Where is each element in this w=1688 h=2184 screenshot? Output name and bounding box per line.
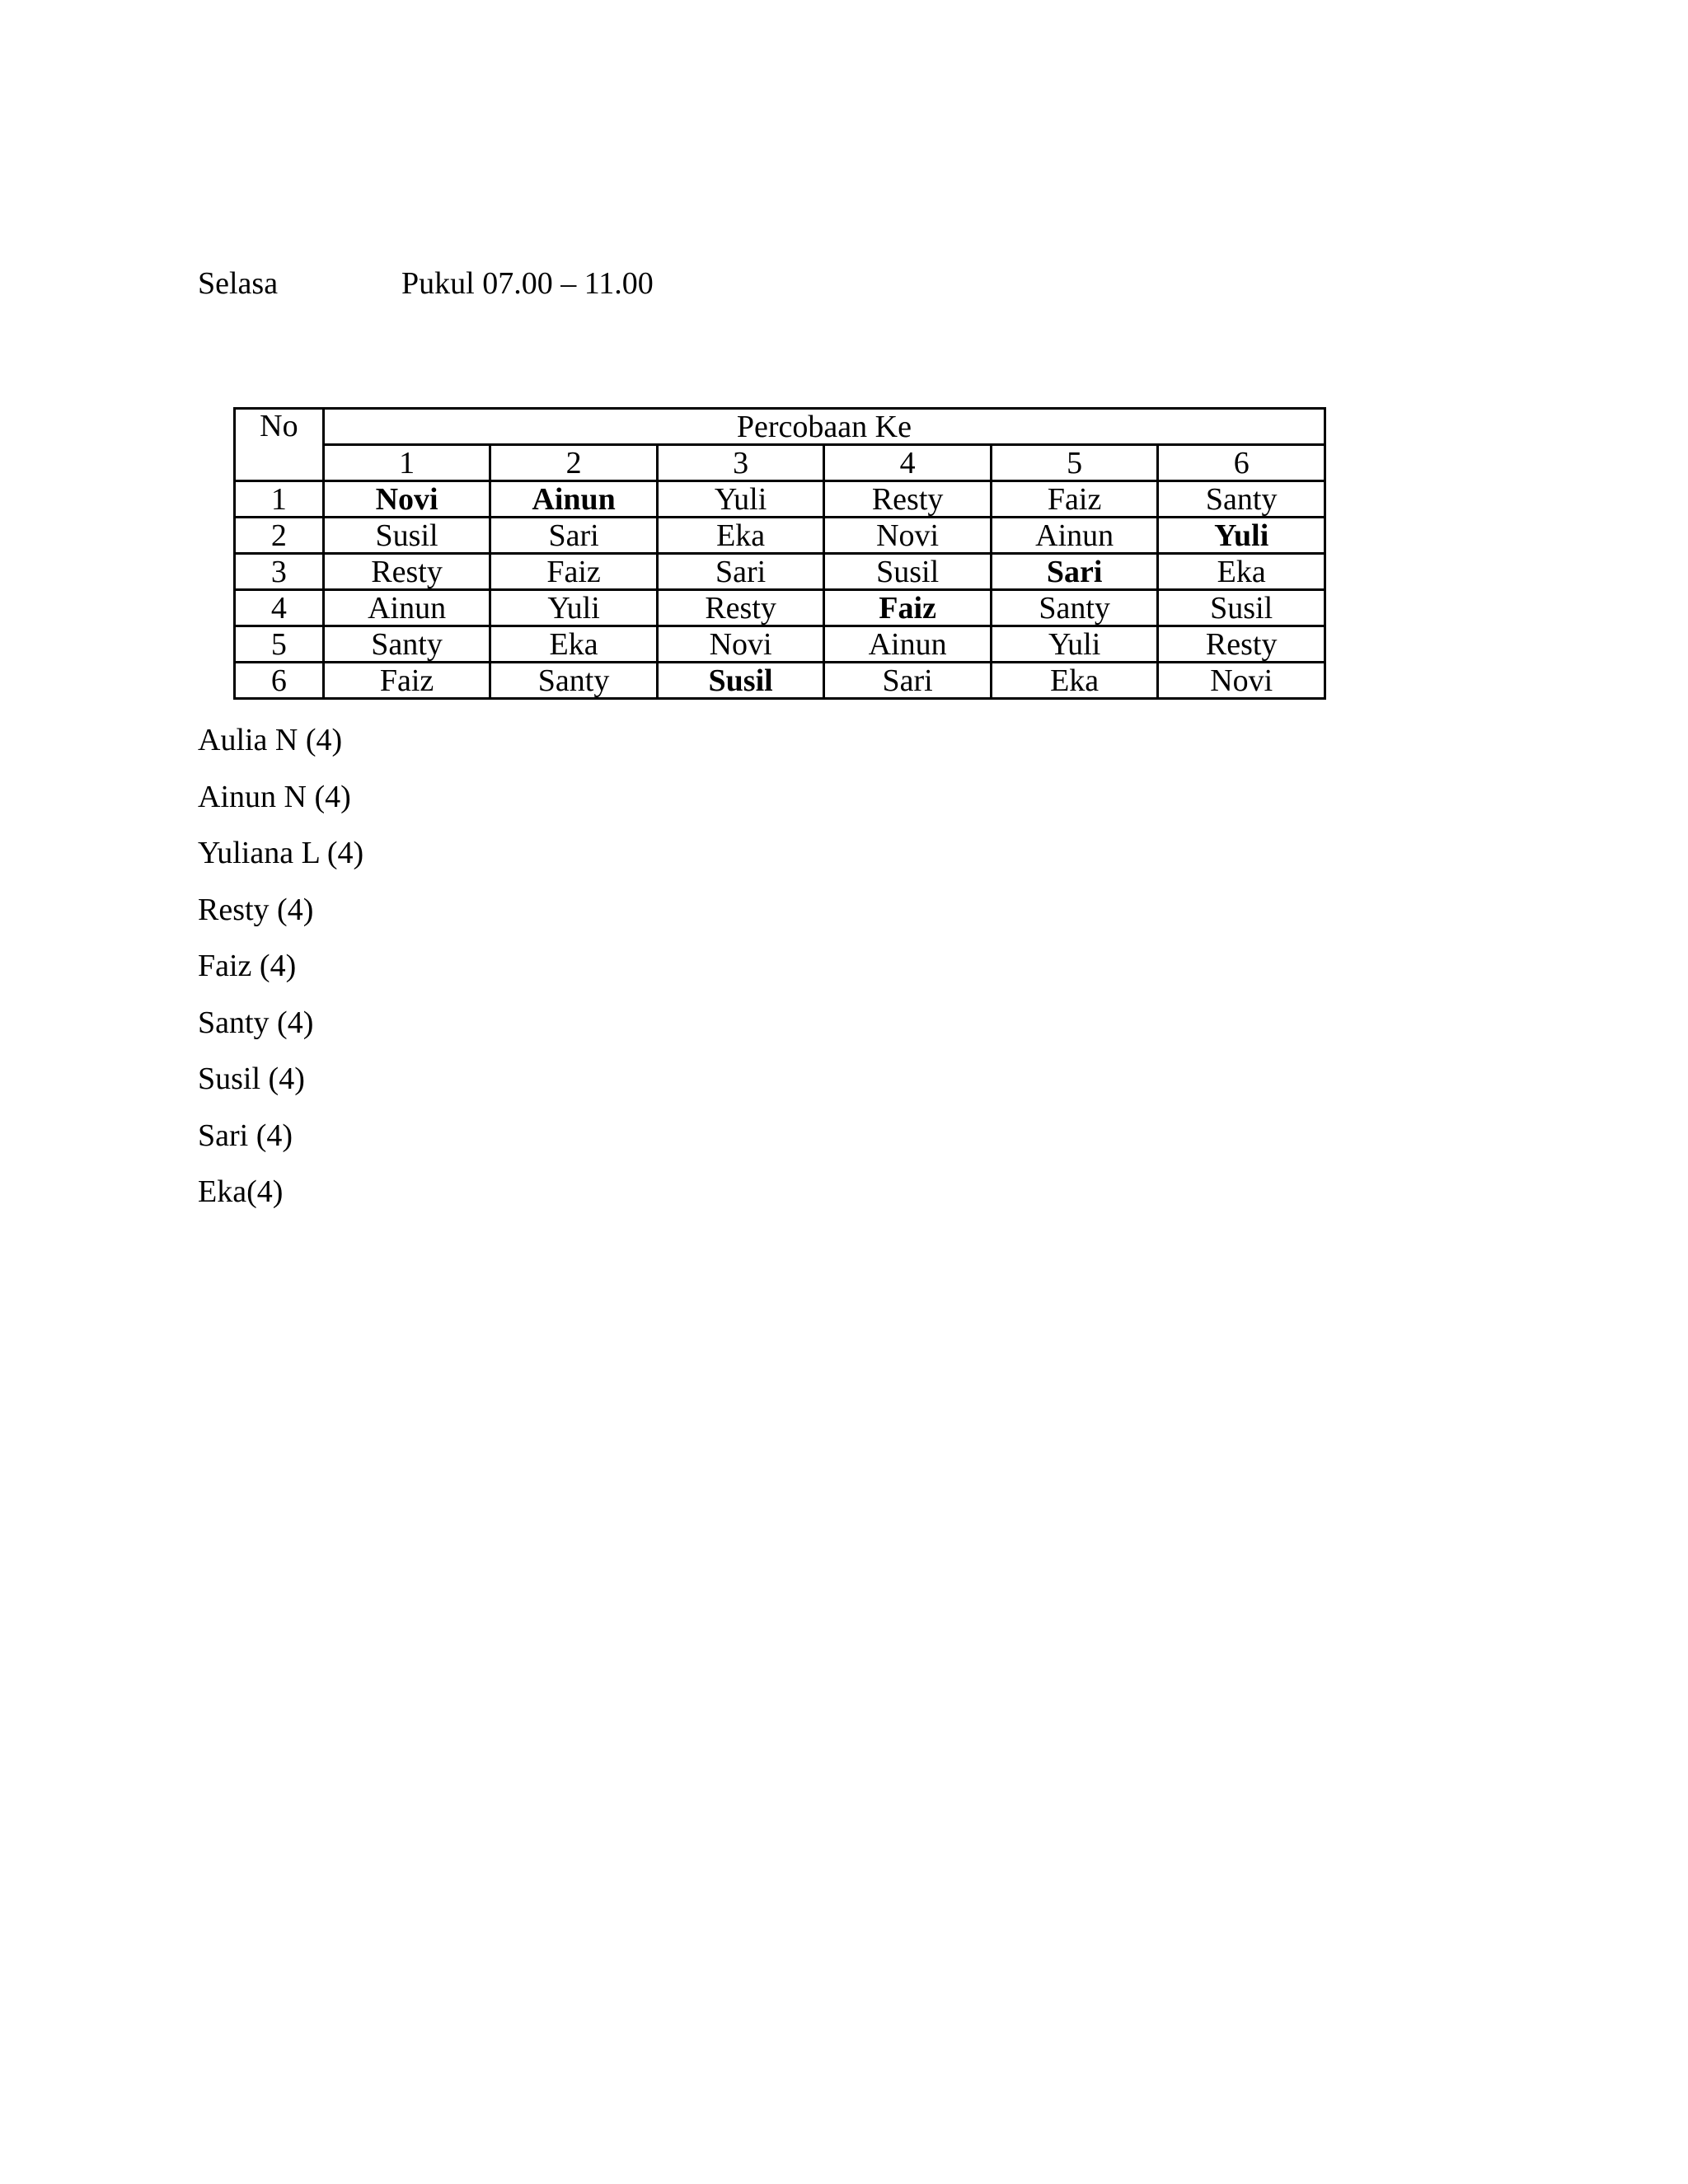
table-cell: Eka bbox=[490, 626, 658, 663]
table-cell: Resty bbox=[323, 554, 490, 590]
table-cell: Resty bbox=[657, 590, 824, 626]
table-cell: Yuli bbox=[1158, 518, 1325, 554]
table-cell: Susil bbox=[657, 663, 824, 699]
table-row bbox=[235, 518, 1325, 554]
table-cell: Eka bbox=[657, 518, 824, 554]
table-cell: Ainun bbox=[824, 626, 992, 663]
table-cell: Sari bbox=[991, 554, 1158, 590]
row-number-cell: 5 bbox=[235, 626, 324, 663]
table-cell: Sari bbox=[824, 663, 992, 699]
table-cell: Yuli bbox=[490, 590, 658, 626]
table-row bbox=[235, 481, 1325, 518]
trial-number-header: 1 bbox=[323, 445, 490, 481]
list-item: Resty (4) bbox=[198, 892, 314, 927]
table-cell: Faiz bbox=[824, 590, 992, 626]
row-number-cell: 2 bbox=[235, 518, 324, 554]
row-number-cell: 1 bbox=[235, 481, 324, 518]
table-cell: Yuli bbox=[657, 481, 824, 518]
header-row-group bbox=[235, 409, 1325, 445]
list-item: Aulia N (4) bbox=[198, 723, 343, 757]
list-item: Sari (4) bbox=[198, 1118, 293, 1153]
trial-number-header: 2 bbox=[490, 445, 658, 481]
table-cell: Santy bbox=[1158, 481, 1325, 518]
table-cell: Susil bbox=[1158, 590, 1325, 626]
list-item: Yuliana L (4) bbox=[198, 836, 364, 870]
row-number-cell: 6 bbox=[235, 663, 324, 699]
list-item: Faiz (4) bbox=[198, 949, 297, 983]
table-cell: Resty bbox=[1158, 626, 1325, 663]
trial-group-header: Percobaan Ke bbox=[323, 409, 1325, 445]
trial-number-header: 5 bbox=[991, 445, 1158, 481]
time-label: Pukul 07.00 – 11.00 bbox=[401, 266, 654, 301]
list-item: Ainun N (4) bbox=[198, 779, 351, 814]
list-item: Susil (4) bbox=[198, 1062, 305, 1096]
list-item: Santy (4) bbox=[198, 1005, 314, 1040]
trial-number-header: 3 bbox=[657, 445, 824, 481]
table-head bbox=[235, 409, 1325, 481]
participant-list bbox=[198, 722, 363, 1230]
table-cell: Sari bbox=[490, 518, 658, 554]
table-row bbox=[235, 626, 1325, 663]
table-cell: Eka bbox=[991, 663, 1158, 699]
table-cell: Santy bbox=[991, 590, 1158, 626]
table-cell: Susil bbox=[824, 554, 992, 590]
table-cell: Yuli bbox=[991, 626, 1158, 663]
table-body bbox=[235, 481, 1325, 699]
table-cell: Ainun bbox=[490, 481, 658, 518]
row-number-cell: 3 bbox=[235, 554, 324, 590]
table-cell: Novi bbox=[657, 626, 824, 663]
day-label: Selasa bbox=[198, 266, 279, 301]
trial-schedule-table bbox=[233, 407, 1326, 700]
trial-number-header: 4 bbox=[824, 445, 992, 481]
table-cell: Ainun bbox=[991, 518, 1158, 554]
row-number-cell: 4 bbox=[235, 590, 324, 626]
table-cell: Novi bbox=[1158, 663, 1325, 699]
header-row-trials bbox=[235, 445, 1325, 481]
table-cell: Santy bbox=[323, 626, 490, 663]
table-cell: Faiz bbox=[991, 481, 1158, 518]
table-row bbox=[235, 663, 1325, 699]
table-cell: Novi bbox=[323, 481, 490, 518]
table-cell: Susil bbox=[323, 518, 490, 554]
trial-number-header: 6 bbox=[1158, 445, 1325, 481]
table-cell: Santy bbox=[490, 663, 658, 699]
table-row bbox=[235, 590, 1325, 626]
no-column-header: No bbox=[235, 409, 324, 481]
table-cell: Novi bbox=[824, 518, 992, 554]
table-cell: Resty bbox=[824, 481, 992, 518]
table-cell: Ainun bbox=[323, 590, 490, 626]
table-cell: Faiz bbox=[490, 554, 658, 590]
table-row bbox=[235, 554, 1325, 590]
list-item: Eka(4) bbox=[198, 1174, 284, 1209]
table-cell: Faiz bbox=[323, 663, 490, 699]
table-cell: Eka bbox=[1158, 554, 1325, 590]
table-cell: Sari bbox=[657, 554, 824, 590]
